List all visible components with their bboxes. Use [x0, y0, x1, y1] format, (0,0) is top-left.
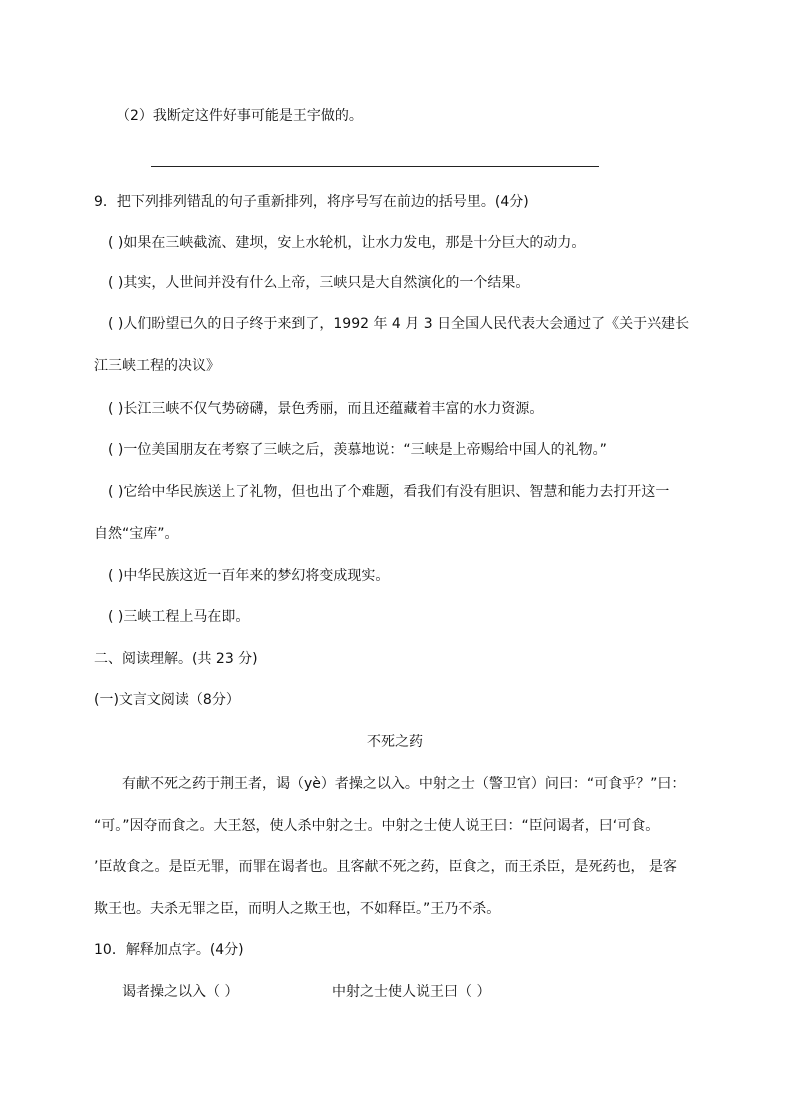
q10-blank-2: 中射之士使人说王曰（ ） — [332, 984, 491, 1000]
answer-line — [151, 166, 599, 167]
passage-line-1: 有献不死之药于荆王者，谒（yè）者操之以入。中射之士（警卫官）问曰：“可食乎？”曰： — [122, 776, 686, 792]
passage-line-4: 欺王也。夫杀无罪之臣，而明人之欺王也，不如释臣。”王乃不杀。 — [94, 901, 501, 917]
passage-line-3: ’臣故食之。是臣无罪，而罪在谒者也。且客献不死之药，臣食之，而王杀臣，是死药也， 是客 — [94, 859, 677, 875]
q9-item-1: ( )如果在三峡截流、建坝，安上水轮机，让水力发电，那是十分巨大的动力。 — [108, 235, 586, 251]
q9-item-2: ( )其实，人世间并没有什么上帝，三峡只是大自然演化的一个结果。 — [108, 275, 530, 291]
q9-item-7: ( )中华民族这近一百年来的梦幻将变成现实。 — [108, 568, 390, 584]
passage-line-2: “可。”因夺而食之。大王怒，使人杀中射之士。中射之士使人说王曰：“臣问谒者，曰‘可食。 — [94, 818, 660, 834]
q8-part2: （2）我断定这件好事可能是王宇做的。 — [116, 108, 363, 124]
q9-item-3: ( )人们盼望已久的日子终于来到了，1992 年 4 月 3 日全国人民代表大会通过了《关于兴建长 — [108, 316, 690, 332]
q10-header: 10．解释加点字。(4分) — [94, 942, 244, 958]
q9-header: 9．把下列排列错乱的句子重新排列，将序号写在前边的括号里。(4分) — [94, 194, 529, 210]
q9-item-8: ( )三峡工程上马在即。 — [108, 609, 250, 625]
section-2-heading: 二、阅读理解。(共 23 分) — [94, 651, 258, 667]
passage-title: 不死之药 — [367, 734, 423, 750]
q9-item-4: ( )长江三峡不仅气势磅礴，景色秀丽，而且还蕴藏着丰富的水力资源。 — [108, 401, 544, 417]
q9-item-6-continued: 自然“宝库”。 — [94, 526, 179, 542]
q9-item-6: ( )它给中华民族送上了礼物，但也出了个难题，看我们有没有胆识、智慧和能力去打开这一 — [108, 484, 670, 500]
q9-item-5: ( )一位美国朋友在考察了三峡之后，羡慕地说：“三峡是上帝赐给中国人的礼物。” — [108, 442, 607, 458]
q10-blank-1: 谒者操之以入（ ） — [122, 984, 239, 1000]
section-2-1-heading: (一)文言文阅读（8分） — [94, 692, 240, 708]
q9-item-3-continued: 江三峡工程的决议》 — [94, 358, 220, 374]
